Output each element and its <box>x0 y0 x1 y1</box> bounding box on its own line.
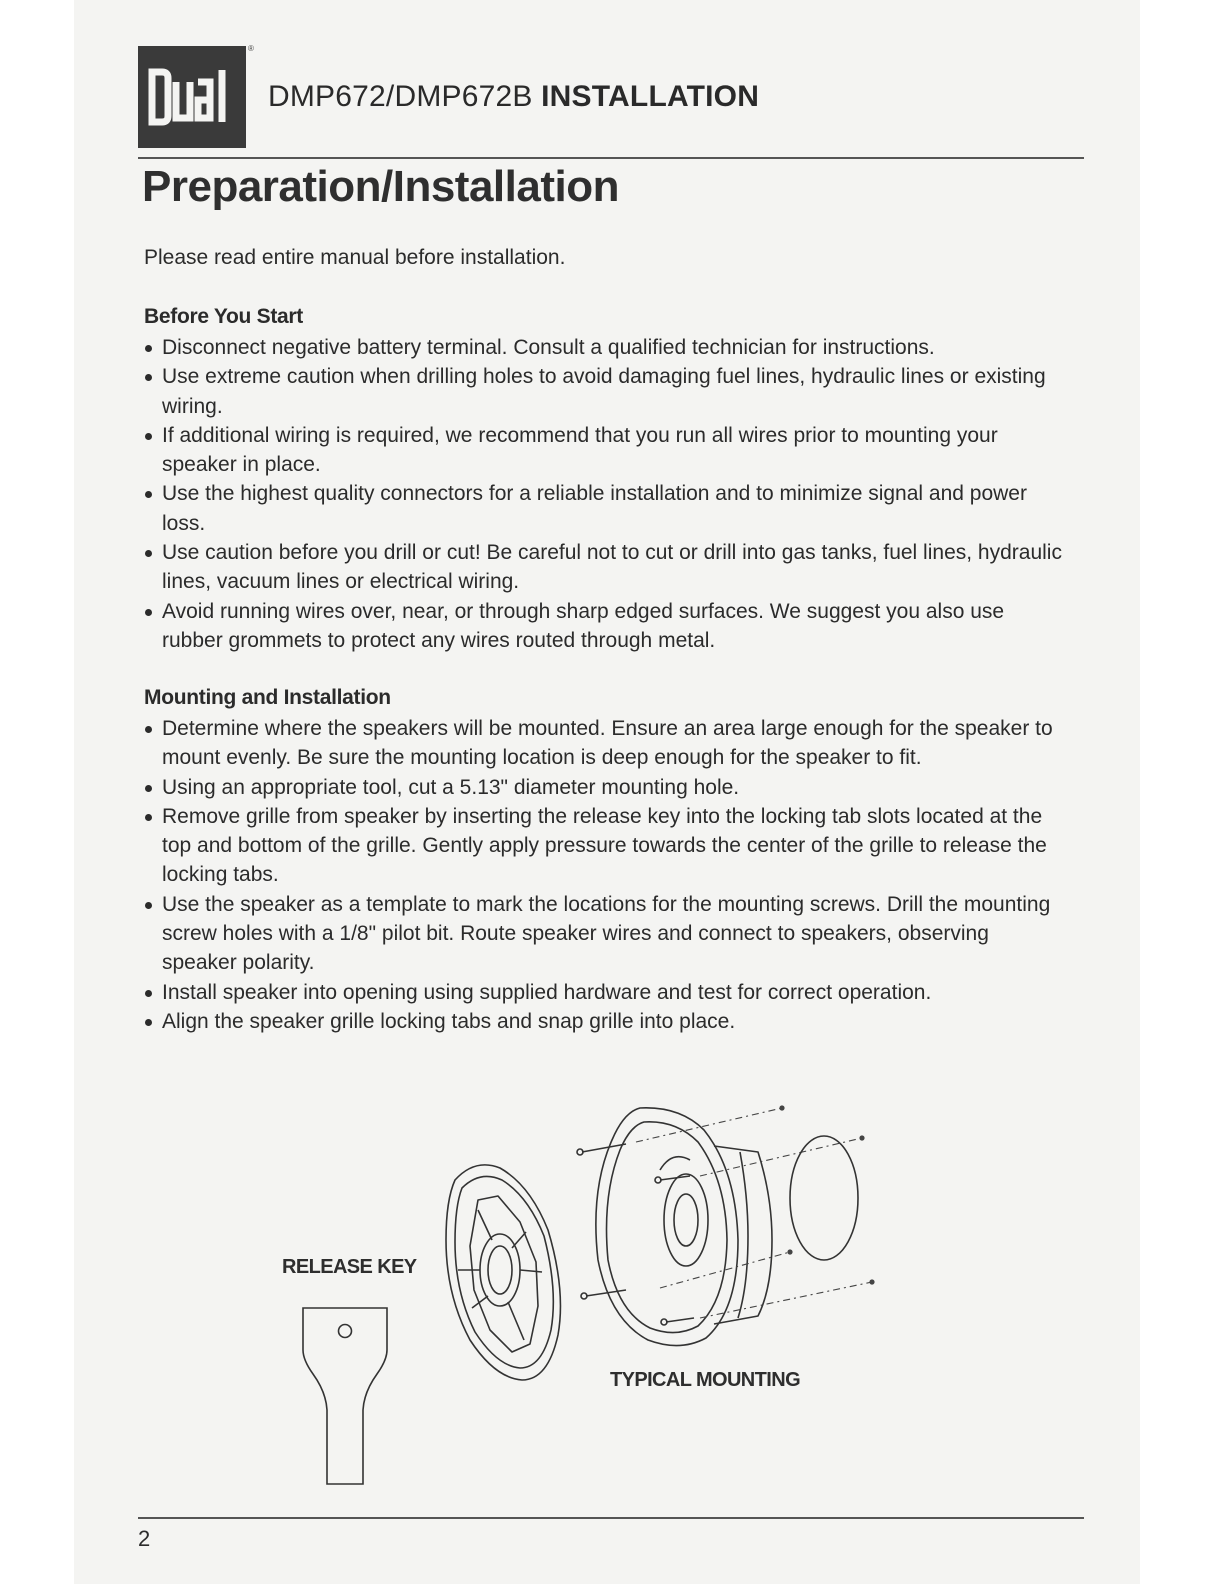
list-item: Use extreme caution when drilling holes to avoid damaging fuel lines, hydraulic lines or existing wiring. <box>144 362 1064 421</box>
list-item: Avoid running wires over, near, or through sharp edged surfaces. We suggest you also use rubber grommets to protect any wires routed through metal. <box>144 597 1064 656</box>
page-number: 2 <box>138 1526 151 1551</box>
alignment-line-ends <box>779 1105 874 1284</box>
header-section: INSTALLATION <box>541 80 760 113</box>
list-item: Remove grille from speaker by inserting the release key into the locking tab slots located at the top and bottom of the grille. Gently apply pressure towards the center of the grille to release the locking tabs. <box>144 802 1064 890</box>
page-title: Preparation/Installation <box>142 162 619 211</box>
list-item: Use the speaker as a template to mark the locations for the mounting screws. Drill the mounting screw holes with a 1/8" pilot bit. Route speaker wires and connect to speakers, observing speaker polarity. <box>144 890 1064 978</box>
list-item: Use caution before you drill or cut! Be careful not to cut or drill into gas tanks, fuel lines, hydraulic lines, vacuum lines or electrical wiring. <box>144 538 1064 597</box>
section-heading: Before You Start <box>144 305 303 328</box>
list-item: Install speaker into opening using supplied hardware and test for correct operation. <box>144 978 1064 1007</box>
registered-mark: ® <box>248 44 254 53</box>
speaker-illustration <box>596 1108 772 1346</box>
mounting-hole-outline <box>790 1136 858 1260</box>
speaker-grille-illustration <box>446 1165 560 1380</box>
list-item: Use the highest quality connectors for a reliable installation and to minimize signal and power loss. <box>144 479 1064 538</box>
list-item: Align the speaker grille locking tabs and snap grille into place. <box>144 1007 1064 1036</box>
list-item: Disconnect negative battery terminal. Consult a qualified technician for instructions. <box>144 333 1064 362</box>
typical-mounting-label: TYPICAL MOUNTING <box>610 1369 801 1391</box>
section-heading: Mounting and Installation <box>144 686 391 709</box>
release-key-illustration <box>303 1308 387 1484</box>
list-item: Determine where the speakers will be mounted. Ensure an area large enough for the speaker to mount evenly. Be sure the mounting location is deep enough for the speaker to fit. <box>144 714 1064 773</box>
intro-text: Please read entire manual before installation. <box>144 246 566 269</box>
release-key-label: RELEASE KEY <box>282 1256 417 1278</box>
list-item: Using an appropriate tool, cut a 5.13" diameter mounting hole. <box>144 773 1064 802</box>
model-number: DMP672/DMP672B <box>268 80 533 113</box>
list-item: If additional wiring is required, we recommend that you run all wires prior to mounting your speaker in place. <box>144 421 1064 480</box>
footer-rule <box>138 1517 1084 1519</box>
